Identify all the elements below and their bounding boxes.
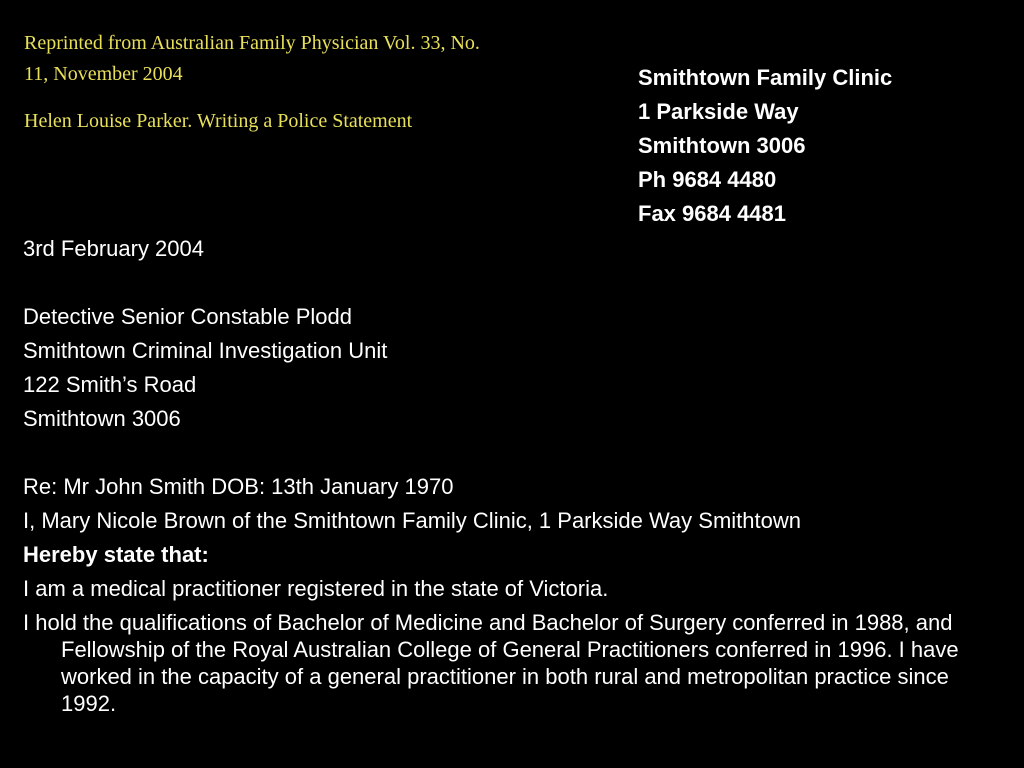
statement-qualifications: I hold the qualifications of Bachelor of Medicine and Bachelor of Surgery conferred in 1988, and Fellowship of the Royal Australian College of General Practitioners conferred in 1996. I have worked in the capacity of a general practitioner in both rural and metropolitan practice since 1992. bbox=[23, 610, 959, 716]
state-heading: Hereby state that: bbox=[23, 542, 209, 567]
re-line: Re: Mr John Smith DOB: 13th January 1970 bbox=[23, 474, 454, 499]
clinic-name: Smithtown Family Clinic bbox=[638, 65, 893, 90]
clinic-fax: Fax 9684 4481 bbox=[638, 201, 787, 226]
source-citation bbox=[24, 28, 604, 137]
clinic-suburb: Smithtown 3006 bbox=[638, 133, 806, 158]
citation-author-title: Helen Louise Parker. Writing a Police Statement bbox=[24, 110, 413, 132]
recipient-name: Detective Senior Constable Plodd bbox=[23, 304, 352, 329]
clinic-phone: Ph 9684 4480 bbox=[638, 167, 777, 192]
letter-date: 3rd February 2004 bbox=[23, 236, 204, 261]
clinic-address-block bbox=[638, 61, 1008, 231]
statement-registration: I am a medical practitioner registered in the state of Victoria. bbox=[23, 576, 609, 601]
recipient-suburb: Smithtown 3006 bbox=[23, 406, 181, 431]
recipient-street: 122 Smith’s Road bbox=[23, 372, 197, 397]
declarant-line: I, Mary Nicole Brown of the Smithtown Family Clinic, 1 Parkside Way Smithtown bbox=[23, 508, 801, 533]
spacer bbox=[23, 436, 1008, 470]
citation-line-2: 11, November 2004 bbox=[24, 63, 183, 85]
letter-body bbox=[23, 232, 1008, 717]
clinic-street: 1 Parkside Way bbox=[638, 99, 799, 124]
citation-line-1: Reprinted from Australian Family Physician Vol. 33, No. bbox=[24, 32, 480, 54]
spacer bbox=[23, 266, 1008, 300]
recipient-unit: Smithtown Criminal Investigation Unit bbox=[23, 338, 388, 363]
